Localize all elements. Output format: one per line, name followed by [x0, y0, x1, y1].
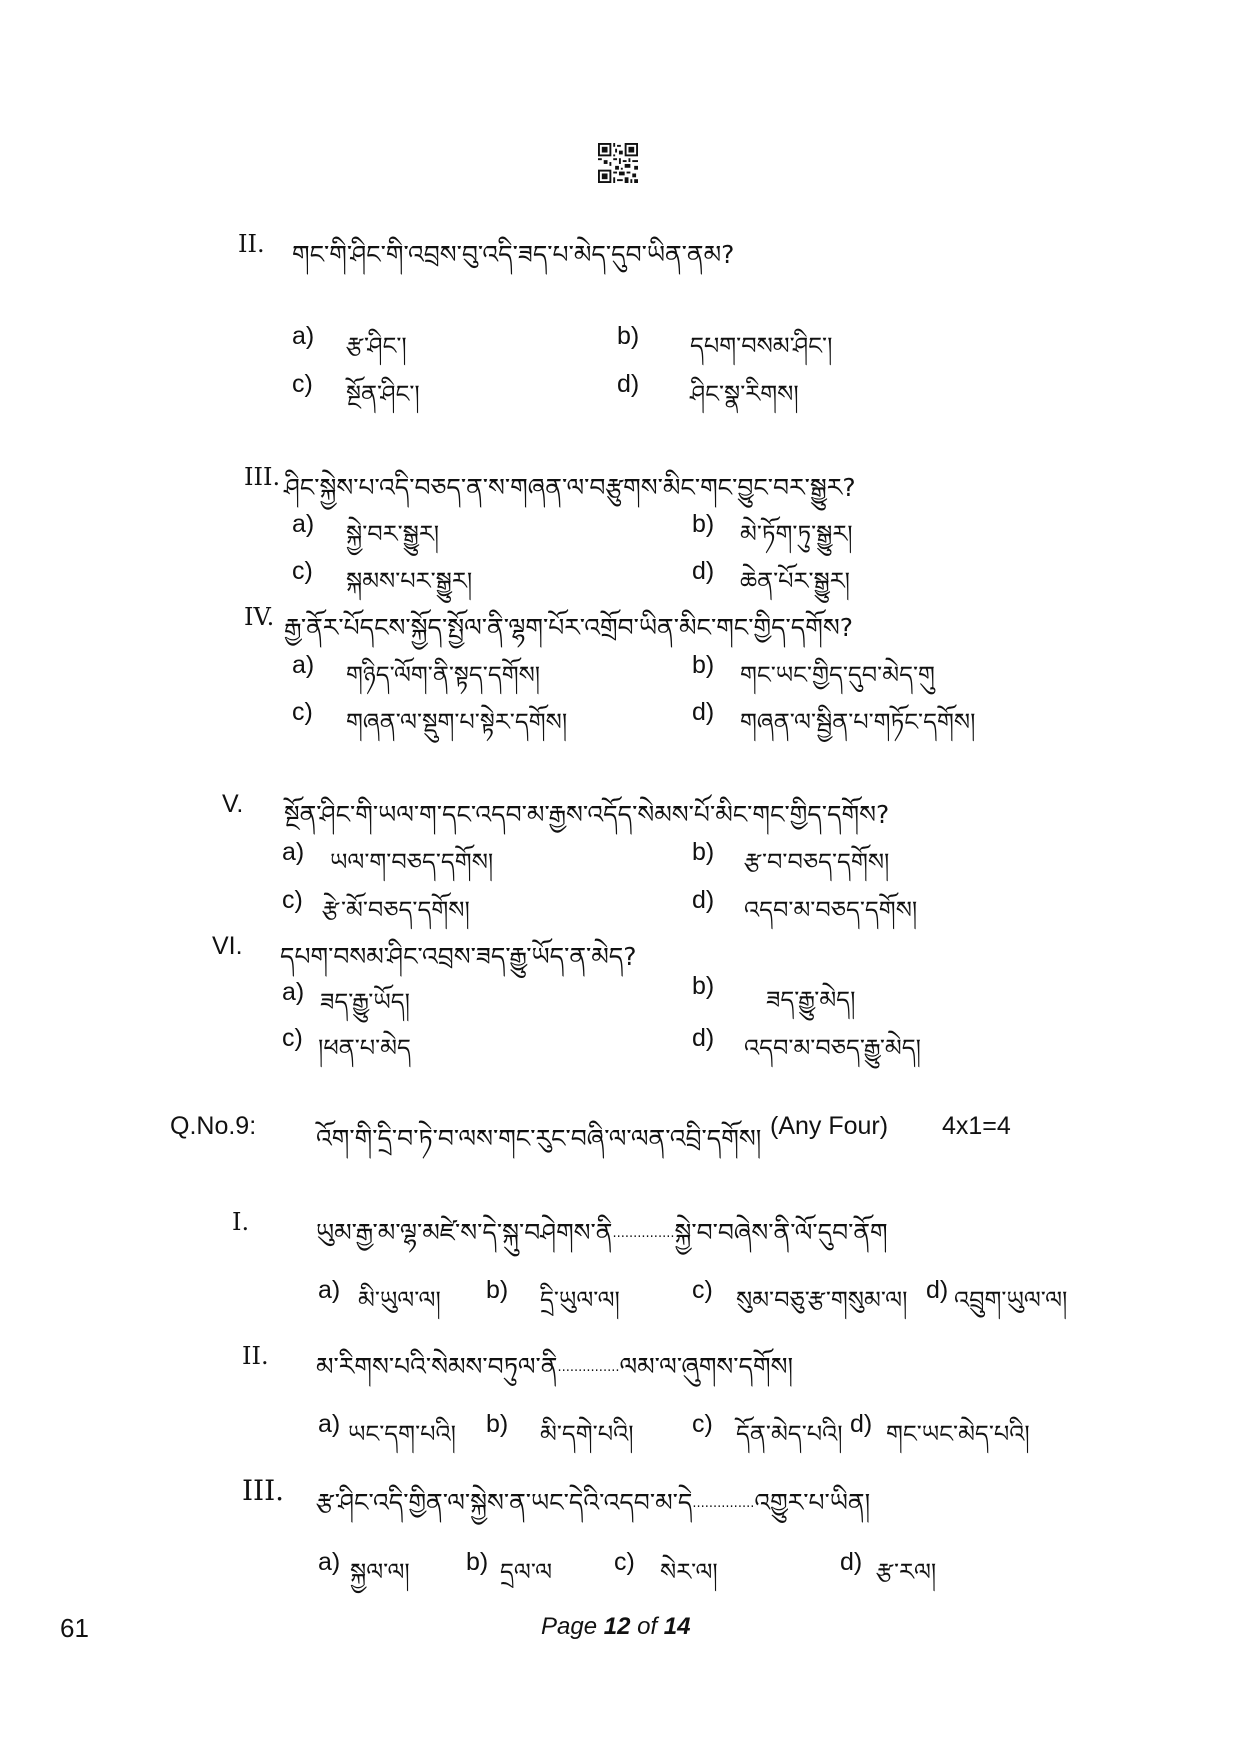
option-text: གཞན་ལ་སྦྱིན་པ་གཏོང་དགོས།	[740, 708, 976, 736]
option-label: b)	[486, 1410, 509, 1438]
option-text: །ཕན་པ་མེད	[318, 1034, 411, 1062]
option-text: གཉིད་ལོག་ནི་སྟད་དགོས།	[346, 661, 541, 689]
option-text: ཟད་རྒྱུ་མེད།	[766, 986, 856, 1014]
question-text	[316, 1204, 888, 1275]
question-text: དཔག་བསམ་ཤིང་འབྲས་ཟད་རྒྱུ་ཡོད་ན་མེད?	[280, 942, 637, 971]
option-label: d)	[840, 1548, 863, 1576]
option-label: c)	[692, 1410, 713, 1438]
option-text: རྩ་རལ།	[876, 1558, 937, 1586]
option-label: c)	[282, 886, 303, 914]
question-text-after: ལམ་ལ་ཞུགས་དགོས།	[619, 1352, 794, 1381]
option-label: d)	[692, 1024, 715, 1052]
option-text: རྩེ་མོ་བཅད་དགོས།	[322, 896, 470, 924]
option-text: སུམ་བཅུ་རྩ་གསུམ་ལ།	[736, 1286, 908, 1314]
option-label: d)	[617, 370, 640, 398]
question-text	[316, 1338, 793, 1409]
question-number: VI.	[212, 932, 243, 960]
option-label: d)	[850, 1410, 873, 1438]
page-indicator	[541, 1613, 691, 1641]
option-label: d)	[692, 557, 715, 585]
option-text: ཡལ་ག་བཅད་དགོས།	[330, 848, 494, 876]
option-text: སྔོན་ཤིང་།	[346, 380, 420, 408]
page-current: 12	[603, 1613, 631, 1640]
question-number: II.	[238, 230, 265, 258]
question-text-after: འགྱུར་པ་ཡིན།	[754, 1488, 871, 1517]
option-text: ཆེན་པོར་སྒྱུར།	[740, 567, 850, 595]
option-label: a)	[318, 1548, 341, 1576]
option-label: c)	[292, 557, 313, 585]
option-label: c)	[282, 1024, 303, 1052]
option-text: མི་དགེ་པའི།	[540, 1420, 634, 1448]
page-of: of	[637, 1613, 658, 1640]
option-text: དྲལ་ལ	[500, 1558, 553, 1586]
option-text: འདབ་མ་བཅད་དགོས།	[744, 896, 918, 924]
option-text: ཟད་རྒྱུ་ཡོད།	[320, 988, 410, 1016]
qr-code-icon	[598, 142, 638, 184]
option-label: a)	[318, 1276, 341, 1304]
question-9-instruction: འོག་གི་དྲི་བ་ཏེ་བ་ལས་གང་རུང་བཞི་ལ་ལན་འབྲི་དགོས།	[316, 1124, 762, 1153]
question-text: ཤིང་སྐྱེས་པ་འདི་བཅད་ན་ས་གཞན་ལ་བརྩུགས་མིང་གང་བྱུང་བར་སྒྱུར?	[284, 473, 856, 502]
question-text: སྔོན་ཤིང་གི་ཡལ་ག་དང་འདབ་མ་རྒྱས་འདོད་སེམས་པོ་མིང་གང་གྱིད་དགོས?	[284, 800, 890, 829]
fill-blank: ···············	[612, 1230, 675, 1245]
fill-blank: ···············	[692, 1500, 755, 1515]
page-total: 14	[663, 1613, 691, 1640]
option-label: b)	[692, 510, 715, 538]
question-number: IV.	[244, 603, 275, 631]
option-text: སྐྱེ་བར་སྒྱུར།	[346, 520, 440, 548]
option-text: དཔག་བསམ་ཤིང་།	[690, 332, 833, 360]
option-text: དོན་མེད་པའི།	[736, 1420, 843, 1448]
question-text: རྒྱ་ནོར་པོདངས་སྐྱོད་སྤྱོལ་ནི་ལྷག་པོར་འགྲོབ་ཡིན་མིང་གང་གྱིད་དགོས?	[284, 613, 854, 642]
question-text-before: མ་རིགས་པའི་སེམས་བཏུལ་ནི	[316, 1352, 558, 1381]
option-label: d)	[692, 698, 715, 726]
option-label: a)	[282, 838, 305, 866]
question-number: II.	[242, 1342, 269, 1370]
option-text: གང་ཡང་གྱིད་དུབ་མེད་གུ	[740, 661, 935, 689]
option-text: རྩ་ཤིང་།	[346, 332, 407, 360]
option-label: c)	[692, 1276, 713, 1304]
option-label: c)	[614, 1548, 635, 1576]
option-text: སྐམས་པར་སྒྱུར།	[346, 567, 473, 595]
option-label: a)	[292, 510, 315, 538]
option-text: དྲི་ཡུལ་ལ།	[540, 1286, 620, 1314]
option-label: c)	[292, 370, 313, 398]
option-text: སེར་ལ།	[660, 1558, 718, 1586]
question-text-before: ཡུམ་རྒྱ་མ་ལྷ་མཛེ་ས་དེ་སྐུ་བཤེགས་ནི	[316, 1218, 613, 1247]
option-label: b)	[617, 322, 640, 350]
option-label: b)	[486, 1276, 509, 1304]
question-text-after: སྐྱེ་བ་བཞེས་ནི་ལོ་དུབ་ནོག	[674, 1218, 888, 1247]
question-text-before: རྩ་ཤིང་འདི་གྱིན་ལ་སྐྱེས་ན་ཡང་དེའི་འདབ་མ་དེ	[316, 1488, 693, 1517]
page-word: Page	[541, 1613, 598, 1640]
option-text: ཡང་དག་པའི།	[348, 1420, 456, 1448]
option-label: b)	[692, 651, 715, 679]
question-9-number: Q.No.9:	[170, 1112, 257, 1140]
option-label: a)	[292, 322, 315, 350]
any-four-note: (Any Four)	[770, 1112, 889, 1140]
option-text: རྩ་བ་བཅད་དགོས།	[744, 848, 890, 876]
question-number: III.	[242, 1474, 285, 1507]
option-label: b)	[692, 838, 715, 866]
option-text: མི་ཡུལ་ལ།	[358, 1286, 441, 1314]
option-label: a)	[292, 651, 315, 679]
option-text: ཤིང་སྣ་རིགས།	[690, 380, 799, 408]
question-text	[316, 1474, 870, 1545]
option-label: d)	[926, 1276, 949, 1304]
option-label: a)	[282, 978, 305, 1006]
option-label: b)	[692, 972, 715, 1000]
question-text: གང་གི་ཤིང་གི་འབྲས་བུ་འདི་ཟད་པ་མེད་དུབ་ཡིན་ནམ?	[292, 240, 735, 269]
fill-blank: ···············	[557, 1364, 620, 1379]
option-label: d)	[692, 886, 715, 914]
option-text: གཞན་ལ་སྡུག་པ་སྟེར་དགོས།	[346, 708, 568, 736]
option-text: གང་ཡང་མེད་པའི།	[886, 1420, 1030, 1448]
option-text: འབྲུག་ཡུལ་ལ།	[954, 1286, 1068, 1314]
paper-code: 61	[60, 1613, 89, 1643]
question-number: III.	[244, 463, 281, 491]
question-number: V.	[222, 790, 244, 818]
option-text: སྐྱལ་ལ།	[350, 1558, 410, 1586]
option-text: མེ་ཏོག་ཏུ་སྒྱུར།	[740, 520, 853, 548]
question-number: I.	[232, 1208, 250, 1236]
option-label: c)	[292, 698, 313, 726]
option-text: འདབ་མ་བཅད་རྒྱུ་མེད།	[744, 1034, 921, 1062]
marks-allocation: 4x1=4	[942, 1112, 1011, 1140]
option-label: a)	[318, 1410, 341, 1438]
option-label: b)	[466, 1548, 489, 1576]
